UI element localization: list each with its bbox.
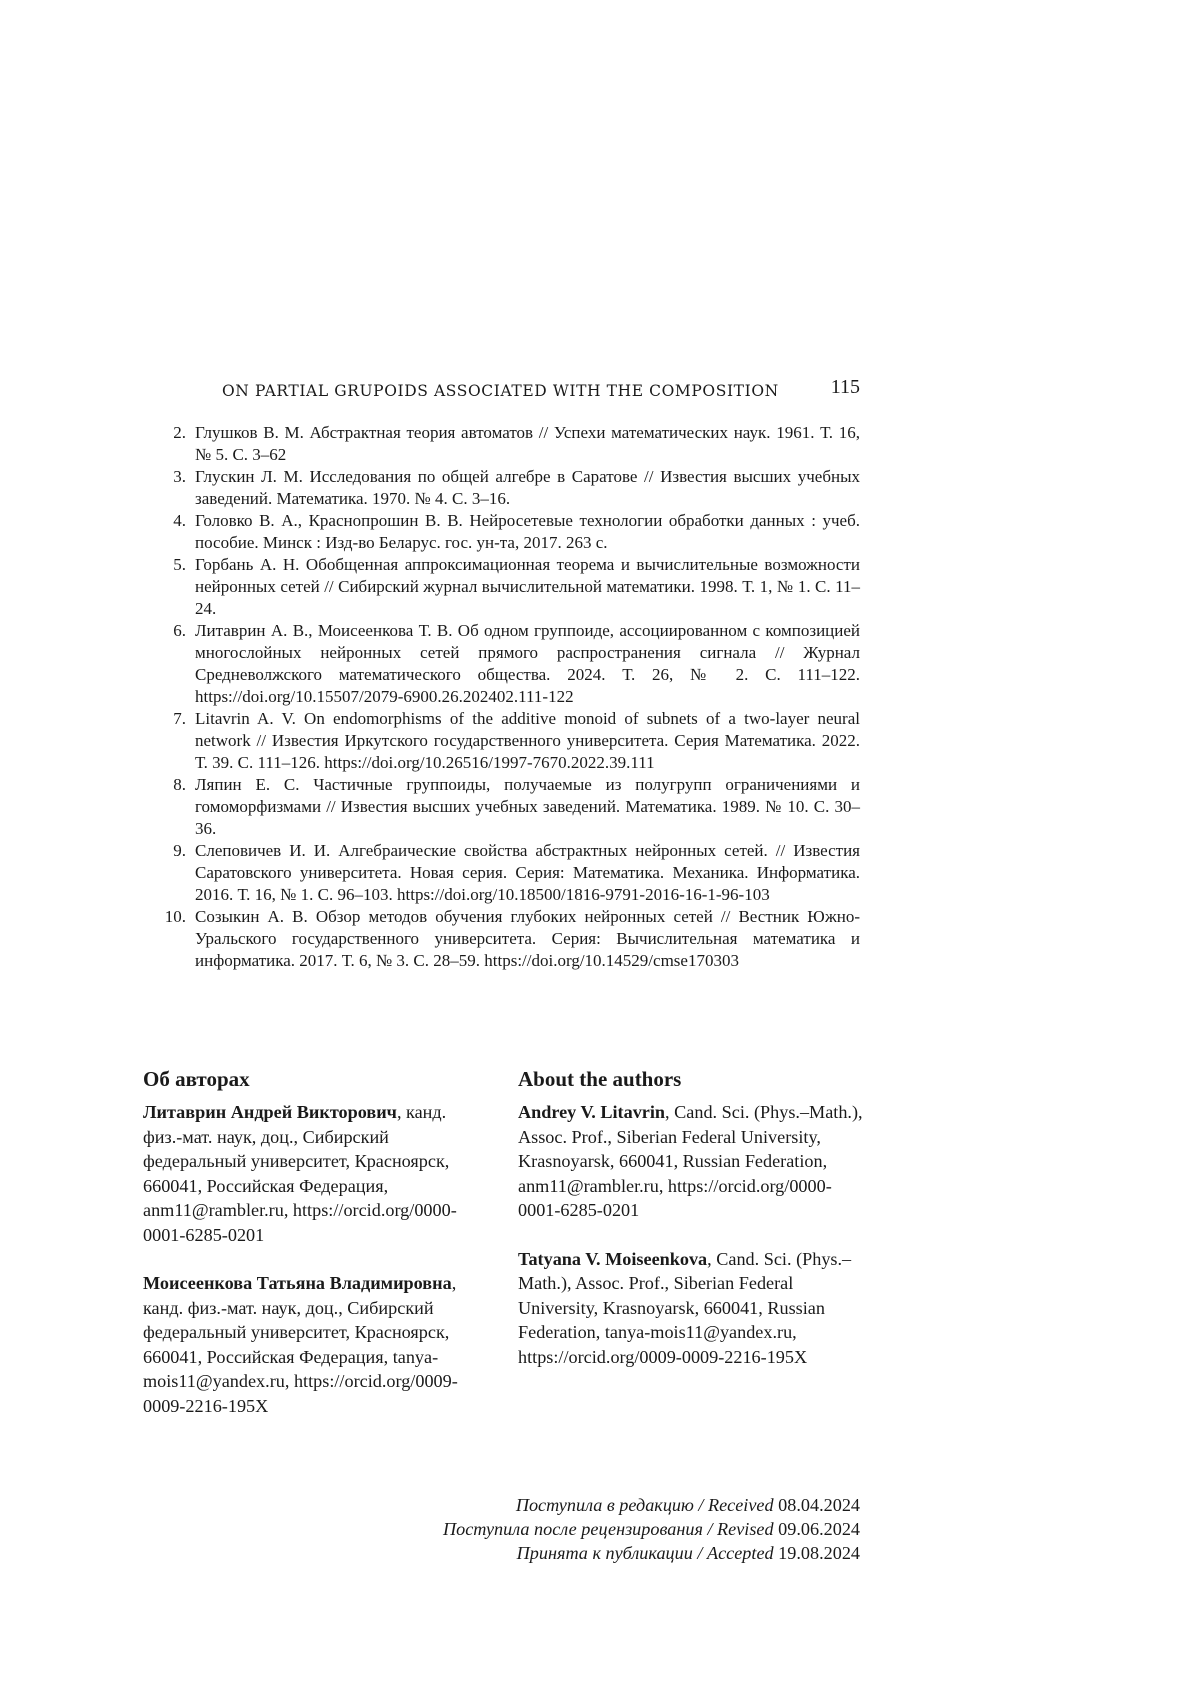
reference-text: Litavrin A. V. On endomorphisms of the additive monoid of subnets of a two-layer neural network // Известия Иркутского государственного университета. Серия Математика. 2022. Т. 39. С. 111–126. https://doi.org/10.26516/1997-7670.2022.39.111	[195, 709, 860, 772]
author-entry	[143, 1100, 488, 1247]
reference-number: 4.	[158, 510, 186, 532]
authors-ru-column	[143, 1064, 488, 1418]
reference-number: 6.	[158, 620, 186, 642]
author-entry	[143, 1271, 488, 1418]
reference-text: Литаврин А. В., Моисеенкова Т. В. Об одном группоиде, ассоциированном с композицией многослойных нейронных сетей прямого распространения сигнала // Журнал Средневолжского математического общества. 2024. Т. 26, № 2. С. 111–122. https://doi.org/10.15507/2079-6900.26.202402.111-122	[195, 621, 860, 706]
author-name: Tatyana V. Moiseenkova	[518, 1249, 707, 1269]
reference-number: 2.	[158, 422, 186, 444]
accepted-date: 19.08.2024	[778, 1543, 860, 1563]
reference-text: Глушков В. М. Абстрактная теория автоматов // Успехи математических наук. 1961. Т. 16, № 5. С. 3–62	[195, 423, 860, 464]
reference-number: 10.	[158, 906, 186, 928]
reference-item	[158, 466, 860, 510]
revised-line	[443, 1517, 860, 1541]
author-entry	[518, 1100, 863, 1223]
reference-text: Головко В. А., Краснопрошин В. В. Нейросетевые технологии обработки данных : учеб. пособие. Минск : Изд-во Беларус. гос. ун-та, 2017. 263 с.	[195, 511, 860, 552]
reference-item	[158, 554, 860, 620]
author-details: , Cand. Sci. (Phys.–Math.), Assoc. Prof., Siberian Federal University, Krasnoyarsk, 660041, Russian Federation, tanya-mois11@yandex.ru, https://orcid.org/0009-0009-2216-195X	[518, 1249, 851, 1367]
reference-item	[158, 510, 860, 554]
reference-text: Глускин Л. М. Исследования по общей алгебре в Саратове // Известия высших учебных заведений. Математика. 1970. № 4. С. 3–16.	[195, 467, 860, 508]
publication-dates	[443, 1493, 860, 1565]
author-name: Andrey V. Litavrin	[518, 1102, 665, 1122]
page-number: 115	[831, 376, 860, 399]
reference-number: 7.	[158, 708, 186, 730]
author-entry	[518, 1247, 863, 1370]
reference-item	[158, 840, 860, 906]
reference-text: Слеповичев И. И. Алгебраические свойства абстрактных нейронных сетей. // Известия Саратовского университета. Новая серия. Серия: Математика. Механика. Информатика. 2016. Т. 16, № 1. С. 96–103. https://doi.org/10.18500/1816-9791-2016-16-1-96-103	[195, 841, 860, 904]
reference-item	[158, 774, 860, 840]
reference-text: Ляпин Е. С. Частичные группоиды, получаемые из полугрупп ограничениями и гомоморфизмами // Известия высших учебных заведений. Математика. 1989. № 10. С. 30–36.	[195, 775, 860, 838]
reference-list	[158, 422, 860, 972]
author-name: Литаврин Андрей Викторович	[143, 1102, 397, 1122]
reference-item	[158, 906, 860, 972]
reference-number: 8.	[158, 774, 186, 796]
reference-number: 5.	[158, 554, 186, 576]
reference-item	[158, 620, 860, 708]
author-details: , канд. физ.-мат. наук, доц., Сибирский федеральный университет, Красноярск, 660041, Российская Федерация, anm11@rambler.ru, https://orcid.org/0000-0001-6285-0201	[143, 1102, 457, 1245]
authors-en-heading: About the authors	[518, 1064, 863, 1094]
running-title: ON PARTIAL GRUPOIDS ASSOCIATED WITH THE COMPOSITION	[222, 382, 779, 400]
authors-en-column	[518, 1064, 863, 1369]
author-details: , канд. физ.-мат. наук, доц., Сибирский федеральный университет, Красноярск, 660041, Российская Федерация, tanya-mois11@yandex.ru, https://orcid.org/0009-0009-2216-195X	[143, 1273, 458, 1416]
author-details: , Cand. Sci. (Phys.–Math.), Assoc. Prof., Siberian Federal University, Krasnoyarsk, 660041, Russian Federation, anm11@rambler.ru, https://orcid.org/0000-0001-6285-0201	[518, 1102, 863, 1220]
reference-number: 9.	[158, 840, 186, 862]
revised-date: 09.06.2024	[778, 1519, 860, 1539]
reference-text: Горбань А. Н. Обобщенная аппроксимационная теорема и вычислительные возможности нейронных сетей // Сибирский журнал вычислительной математики. 1998. Т. 1, № 1. С. 11–24.	[195, 555, 860, 618]
author-name: Моисеенкова Татьяна Владимировна	[143, 1273, 452, 1293]
received-label: Поступила в редакцию / Received	[516, 1495, 774, 1515]
reference-item	[158, 422, 860, 466]
reference-text: Созыкин А. В. Обзор методов обучения глубоких нейронных сетей // Вестник Южно-Уральского государственного университета. Серия: Вычислительная математика и информатика. 2017. Т. 6, № 3. С. 28–59. https://doi.org/10.14529/cmse170303	[195, 907, 860, 970]
reference-item	[158, 708, 860, 774]
received-date: 08.04.2024	[778, 1495, 860, 1515]
accepted-line	[443, 1541, 860, 1565]
revised-label: Поступила после рецензирования / Revised	[443, 1519, 774, 1539]
page-header	[222, 376, 860, 406]
authors-ru-heading: Об авторах	[143, 1064, 488, 1094]
accepted-label: Принята к публикации / Accepted	[517, 1543, 774, 1563]
received-line	[443, 1493, 860, 1517]
reference-number: 3.	[158, 466, 186, 488]
